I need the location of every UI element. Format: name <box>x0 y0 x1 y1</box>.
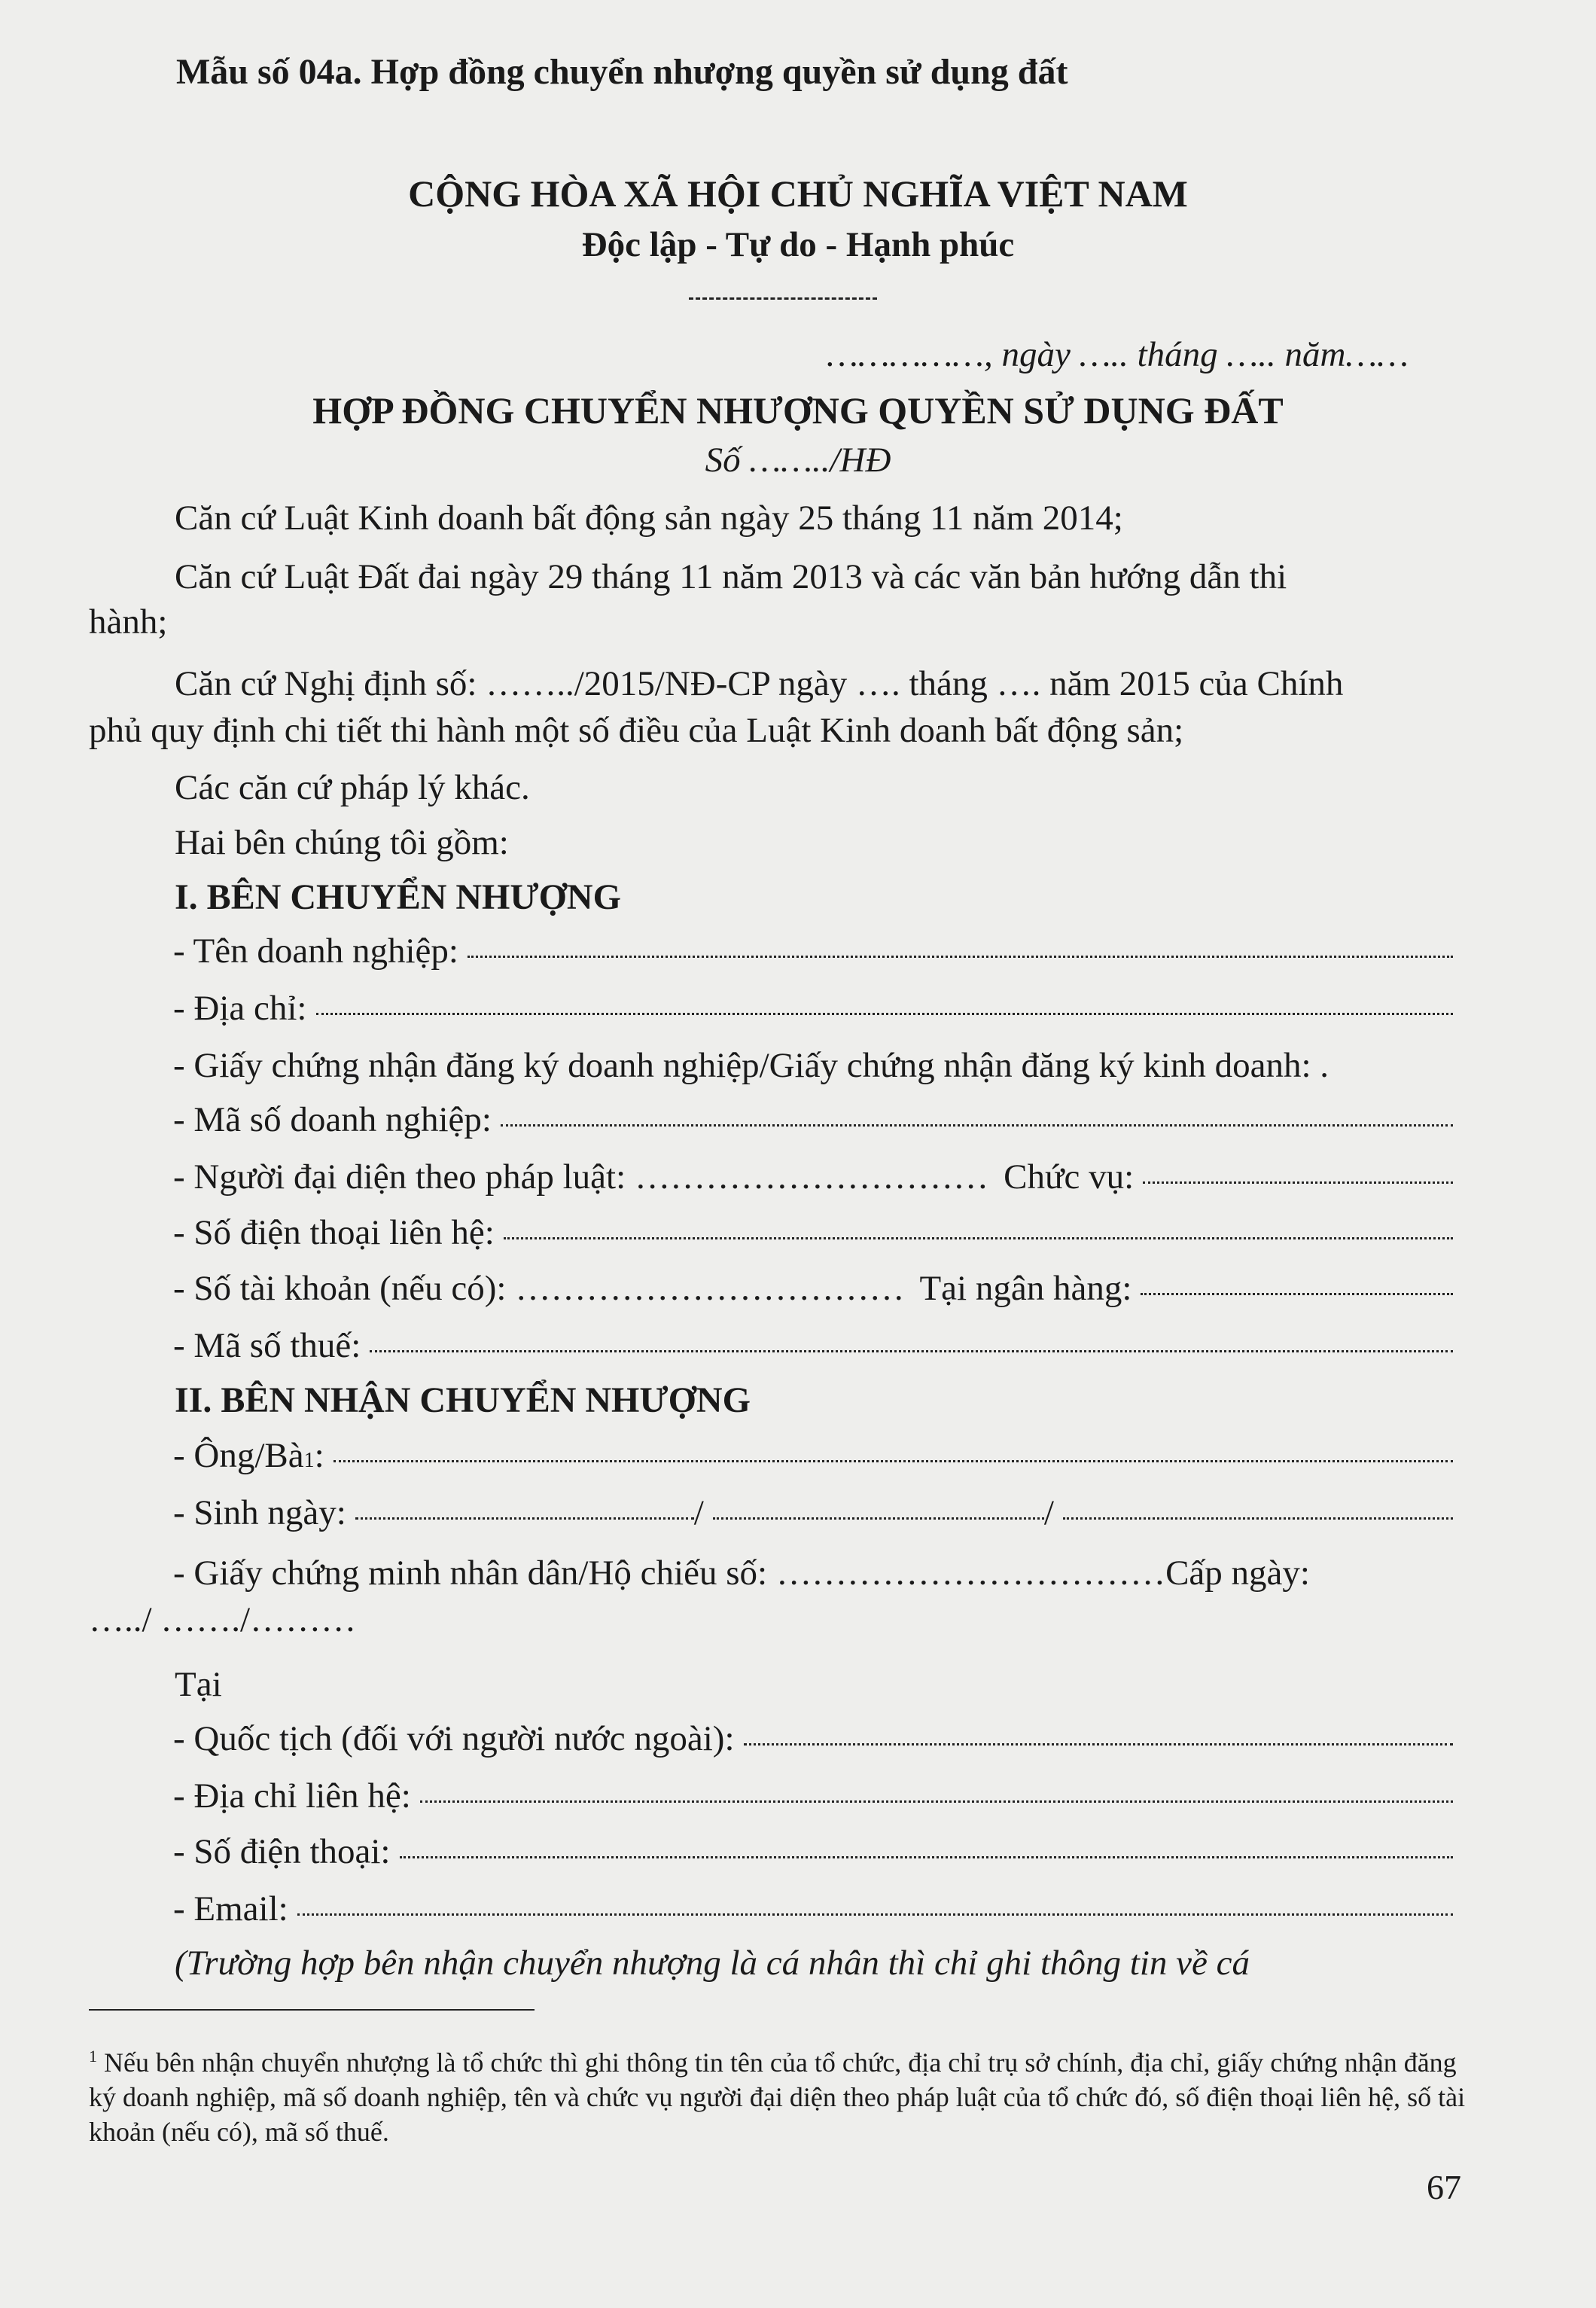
legal-basis-2a: Căn cứ Luật Đất đai ngày 29 tháng 11 năm 2013 và các văn bản hướng dẫn thi <box>175 557 1287 596</box>
field-legal-representative[interactable] <box>173 1157 1453 1197</box>
contract-title: HỢP ĐỒNG CHUYỂN NHƯỢNG QUYỀN SỬ DỤNG ĐẤT <box>312 389 1284 431</box>
field-contact-phone[interactable] <box>173 1212 1453 1253</box>
label-business-license: - Giấy chứng nhận đăng ký doanh nghiệp/Giấy chứng nhận đăng ký kinh doanh: . <box>173 1046 1329 1085</box>
section2-heading: II. BÊN NHẬN CHUYỂN NHƯỢNG <box>175 1380 751 1420</box>
label-contact-address: - Địa chỉ liên hệ: <box>173 1776 411 1816</box>
footnote-marker: 1 <box>89 2047 97 2066</box>
legal-basis-3a: Căn cứ Nghị định số: ……../2015/NĐ-CP ngày …. tháng …. năm 2015 của Chính <box>175 664 1344 703</box>
blank-position[interactable] <box>1143 1181 1453 1184</box>
blank-id-card[interactable]: …………………………… <box>776 1553 1166 1593</box>
field-business-license[interactable] <box>173 1045 1453 1086</box>
field-tax-code[interactable] <box>173 1325 1453 1366</box>
label-enterprise-code: - Mã số doanh nghiệp: <box>173 1100 492 1139</box>
footnote-text: Nếu bên nhận chuyển nhượng là tổ chức thì ghi thông tin tên của tổ chức, địa chỉ trụ sở chính, địa chỉ, giấy chứng nhận đăng ký doanh nghiệp, mã số doanh nghiệp, tên và chức vụ người đại diện theo pháp luật của tổ chức đó, số điện thoại liên hệ, số tài khoản (nếu có), mã số thuế. <box>89 2047 1466 2147</box>
field-issue-place[interactable] <box>175 1664 1454 1705</box>
label-tax-code: - Mã số thuế: <box>173 1326 361 1365</box>
blank-buyer-phone[interactable] <box>400 1856 1454 1858</box>
field-company-name[interactable] <box>173 931 1453 971</box>
label-company-name: - Tên doanh nghiệp: <box>173 931 458 971</box>
field-contact-address[interactable] <box>173 1776 1453 1816</box>
label-issue-date: Cấp ngày: <box>1165 1553 1310 1593</box>
blank-buyer-name[interactable] <box>334 1460 1453 1462</box>
dob-separator-1: / <box>693 1493 704 1532</box>
blank-contact-phone[interactable] <box>504 1237 1453 1239</box>
footnote-divider <box>89 2009 535 2011</box>
page-number: 67 <box>1427 2168 1461 2206</box>
label-email: - Email: <box>173 1889 288 1928</box>
blank-contact-address[interactable] <box>420 1800 1453 1803</box>
header-divider <box>689 297 877 300</box>
label-legal-representative: - Người đại diện theo pháp luật: <box>173 1157 626 1197</box>
label-buyer-name: - Ông/Bà <box>173 1436 304 1475</box>
individual-note: (Trường hợp bên nhận chuyển nhượng là cá nhân thì chỉ ghi thông tin về cá <box>175 1944 1250 1983</box>
blank-account-number[interactable]: …………………………… <box>515 1269 905 1308</box>
blank-tax-code[interactable] <box>370 1350 1453 1352</box>
field-buyer-phone[interactable] <box>173 1831 1453 1872</box>
blank-dob-year[interactable] <box>1063 1517 1453 1520</box>
field-email[interactable] <box>173 1889 1453 1929</box>
label-bank: Tại ngân hàng: <box>919 1269 1132 1308</box>
legal-basis-2b: hành; <box>89 602 168 642</box>
label-nationality: - Quốc tịch (đối với người nước ngoài): <box>173 1719 735 1758</box>
legal-basis-5: Hai bên chúng tôi gồm: <box>175 823 509 862</box>
date-line: ……………, ngày ….. tháng ….. năm…… <box>827 335 1409 374</box>
label-buyer-name-colon: : <box>314 1436 324 1475</box>
form-label: Mẫu số 04a. Hợp đồng chuyển nhượng quyền sử dụng đất <box>176 52 1068 92</box>
legal-basis-3b: phủ quy định chi tiết thi hành một số điều của Luật Kinh doanh bất động sản; <box>89 711 1184 750</box>
label-buyer-phone: - Số điện thoại: <box>173 1832 391 1871</box>
label-date-of-birth: - Sinh ngày: <box>173 1493 346 1532</box>
field-id-card[interactable] <box>173 1553 1453 1593</box>
dob-separator-2: / <box>1043 1493 1054 1532</box>
label-position: Chức vụ: <box>1004 1157 1135 1197</box>
field-nationality[interactable] <box>173 1718 1453 1759</box>
blank-company-name[interactable] <box>468 956 1453 958</box>
footnote <box>89 2045 1478 2149</box>
blank-issue-date[interactable]: …../ ……./……… <box>89 1600 357 1639</box>
blank-nationality[interactable] <box>744 1743 1453 1745</box>
contract-number: Số ……../HĐ <box>705 441 891 480</box>
label-contact-phone: - Số điện thoại liên hệ: <box>173 1213 495 1252</box>
field-enterprise-code[interactable] <box>173 1099 1453 1140</box>
motto: Độc lập - Tự do - Hạnh phúc <box>581 225 1015 264</box>
blank-address[interactable] <box>316 1013 1454 1015</box>
section1-heading: I. BÊN CHUYỂN NHƯỢNG <box>175 877 621 917</box>
field-address[interactable] <box>173 988 1453 1029</box>
field-buyer-name[interactable]: - Ông/Bà 1 : <box>173 1435 1453 1476</box>
legal-basis-1: Căn cứ Luật Kinh doanh bất động sản ngày 25 tháng 11 năm 2014; <box>175 498 1123 538</box>
blank-email[interactable] <box>297 1913 1453 1916</box>
field-account-number[interactable] <box>173 1268 1453 1309</box>
blank-dob-day[interactable] <box>355 1517 694 1520</box>
blank-bank[interactable] <box>1141 1293 1453 1295</box>
label-id-card: - Giấy chứng minh nhân dân/Hộ chiếu số: <box>173 1553 768 1593</box>
blank-dob-month[interactable] <box>713 1517 1044 1520</box>
label-address: - Địa chỉ: <box>173 989 307 1028</box>
country-header: CỘNG HÒA XÃ HỘI CHỦ NGHĨA VIỆT NAM <box>408 172 1188 215</box>
blank-enterprise-code[interactable] <box>501 1124 1453 1127</box>
field-date-of-birth[interactable] <box>173 1492 1453 1533</box>
label-account-number: - Số tài khoản (nếu có): <box>173 1269 507 1308</box>
label-issue-place: Tại <box>175 1665 222 1704</box>
legal-basis-4: Các căn cứ pháp lý khác. <box>175 768 530 807</box>
blank-legal-representative[interactable]: ………………………… <box>635 1157 989 1197</box>
